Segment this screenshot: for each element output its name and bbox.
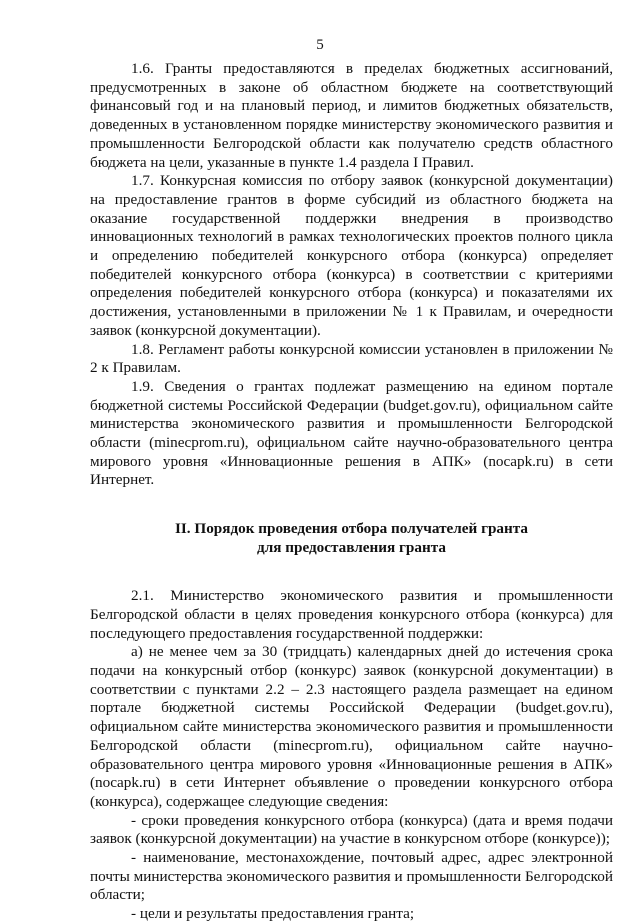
paragraph-1-8: 1.8. Регламент работы конкурсной комиссии установлен в приложении № 2 к Правилам. bbox=[90, 340, 613, 377]
paragraph-2-1: 2.1. Министерство экономического развития и промышленности Белгородской области в целях проведения конкурсного отбора (конкурса) для последующего предоставления государственной поддержки: bbox=[90, 587, 613, 642]
list-item-goals: - цели и результаты предоставления гранта; bbox=[131, 905, 415, 923]
section-title-line-1: II. Порядок проведения отбора получателей гранта bbox=[174, 520, 529, 538]
page-number: 5 bbox=[316, 37, 324, 53]
paragraph-1-9: 1.9. Сведения о грантах подлежат размещению на едином портале бюджетной системы Российской Федерации (budget.gov.ru), официальном сайте министерства экономического развития и промышленности Белгородской области (minecprom.ru), официальном сайте научно-образовательного центра мирового уровня «Инновационные решения в АПК» (nocapk.ru) в сети Интернет. bbox=[90, 377, 613, 489]
spacer bbox=[90, 490, 613, 520]
document-body bbox=[90, 60, 613, 924]
paragraph-2-1-a: а) не менее чем за 30 (тридцать) календарных дней до истечения срока подачи на конкурсный отбор (конкурс) заявок (конкурсной документации) в соответствии с пунктами 2.2 – 2.3 настоящего раздела размещает на едином портале бюджетной системы Российской Федерации (budget.gov.ru), официальном сайте министерства экономического развития и промышленности Белгородской области (minecprom.ru), официальном сайте научно-образовательного центра мирового уровня «Инновационные решения в АПК» (nocapk.ru) в сети Интернет объявление о проведении конкурсного отбора (конкурса), содержащее следующие сведения: bbox=[90, 643, 613, 810]
list-item-deadlines: - сроки проведения конкурсного отбора (конкурса) (дата и время подачи заявок (конкурсной документации) на участие в конкурсном отборе (конкурсе)); bbox=[90, 811, 613, 848]
section-title-line-2: для предоставления гранта bbox=[257, 538, 446, 556]
paragraph-1-6: 1.6. Гранты предоставляются в пределах бюджетных ассигнований, предусмотренных в законе об областном бюджете на соответствующий финансовый год и на плановый период, и лимитов бюджетных обязательств, доведенных в установленном порядке министерству экономического развития и промышленности Белгородской области как получателю средств областного бюджета на цели, указанные в пункте 1.4 раздела I Правил. bbox=[90, 60, 613, 171]
spacer bbox=[90, 557, 613, 587]
paragraph-1-7: 1.7. Конкурсная комиссия по отбору заявок (конкурсной документации) на предоставление грантов в форме субсидий из областного бюджета на оказание государственной поддержки внедрения в производство инновационных технологий в рамках технологических проектов полного цикла и определению победителей конкурсного отбора (конкурса) определяет победителей конкурсного отбора (конкурса) в соответствии с критериями определения победителей конкурсного отбора (конкурса) и показателями их достижения, установленными в приложении № 1 к Правилам, и очередности заявок (конкурсной документации). bbox=[90, 172, 613, 339]
list-item-address: - наименование, местонахождение, почтовый адрес, адрес электронной почты министерства экономического развития и промышленности Белгородской области; bbox=[90, 849, 613, 904]
